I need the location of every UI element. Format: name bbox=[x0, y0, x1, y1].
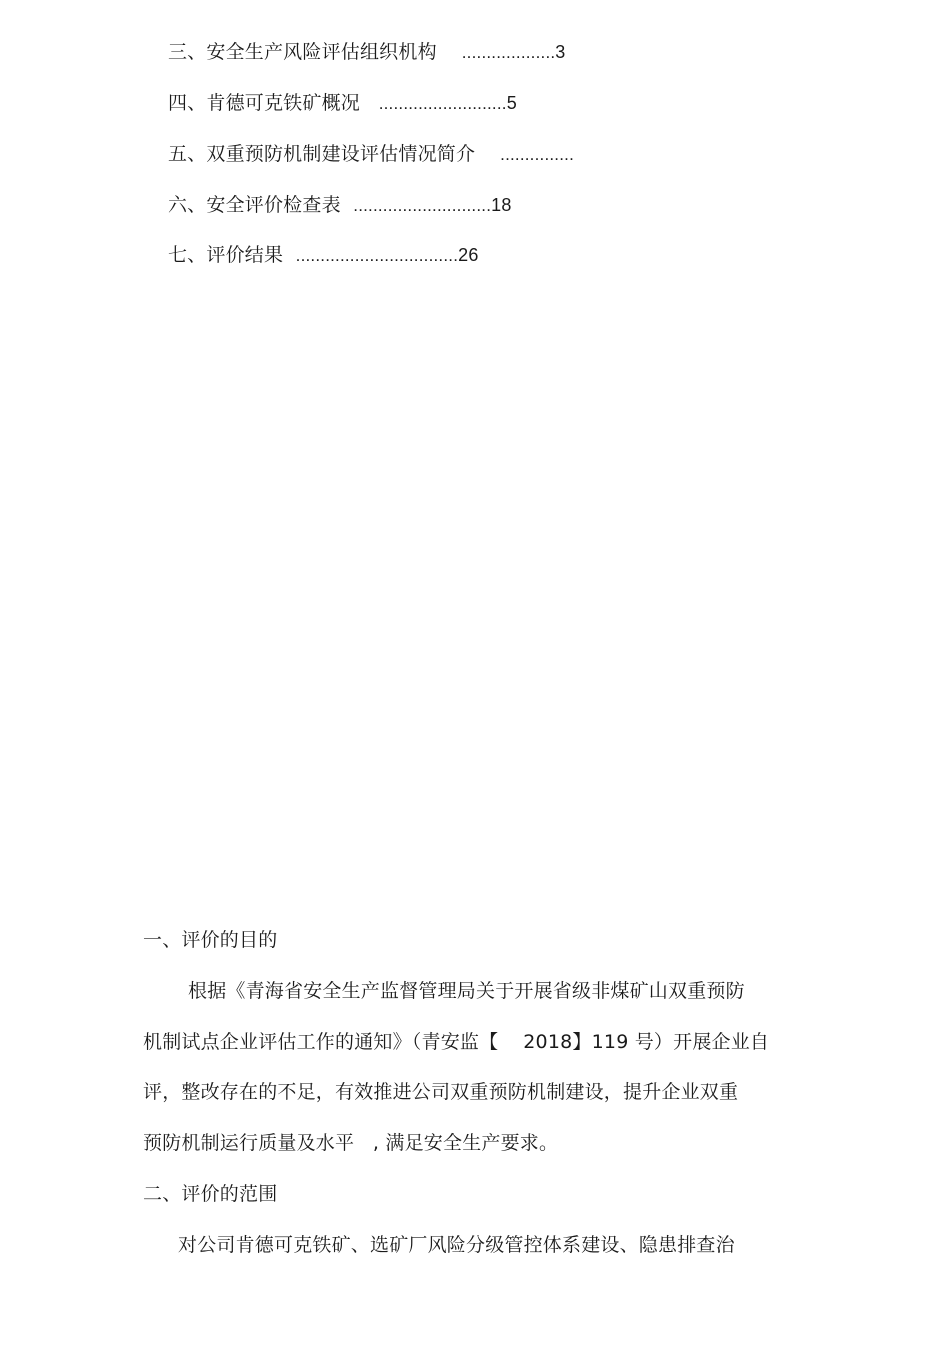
toc-entry-title: 五、双重预防机制建设评估情况简介 bbox=[167, 143, 476, 165]
toc-entry-leader: ................... bbox=[461, 43, 556, 62]
toc-entry-title: 六、安全评价检查表 bbox=[167, 194, 341, 216]
section-heading: 二、评价的范围 bbox=[143, 1183, 278, 1205]
section-heading: 一、评价的目的 bbox=[143, 929, 278, 951]
paragraph-line: 评，整改存在的不足，有效推进公司双重预防机制建设，提升企业双重 bbox=[143, 1081, 739, 1103]
paragraph-line: 根据《青海省安全生产监督管理局关于开展省级非煤矿山双重预防 bbox=[188, 980, 745, 1002]
paragraph-line: 机制试点企业评估工作的通知》（青安监【 2018】119 号）开展企业自 bbox=[143, 1031, 770, 1053]
toc-entry-leader: ................................. bbox=[295, 246, 459, 265]
toc-entry-title: 四、肯德可克铁矿概况 bbox=[167, 92, 360, 114]
toc-entry-page: 26 bbox=[458, 245, 479, 265]
toc-entry-page: 18 bbox=[491, 195, 512, 215]
toc-entry-page: 3 bbox=[555, 42, 566, 62]
toc-entry-leader: ............................ bbox=[353, 196, 492, 215]
toc-entry-title: 三、安全生产风险评估组织机构 bbox=[167, 41, 437, 63]
paragraph-line: 预防机制运行质量及水平 , 满足安全生产要求。 bbox=[143, 1132, 559, 1154]
toc-entry-page: 5 bbox=[506, 93, 517, 113]
toc-entry[interactable] bbox=[143, 219, 479, 292]
paragraph-line: 对公司肯德可克铁矿、选矿厂风险分级管控体系建设、隐患排查治 bbox=[178, 1234, 735, 1256]
toc-entry-title: 七、评价结果 bbox=[167, 244, 284, 266]
toc-entry-leader: .......................... bbox=[378, 94, 507, 113]
toc-entry-leader: ............... bbox=[500, 145, 574, 164]
